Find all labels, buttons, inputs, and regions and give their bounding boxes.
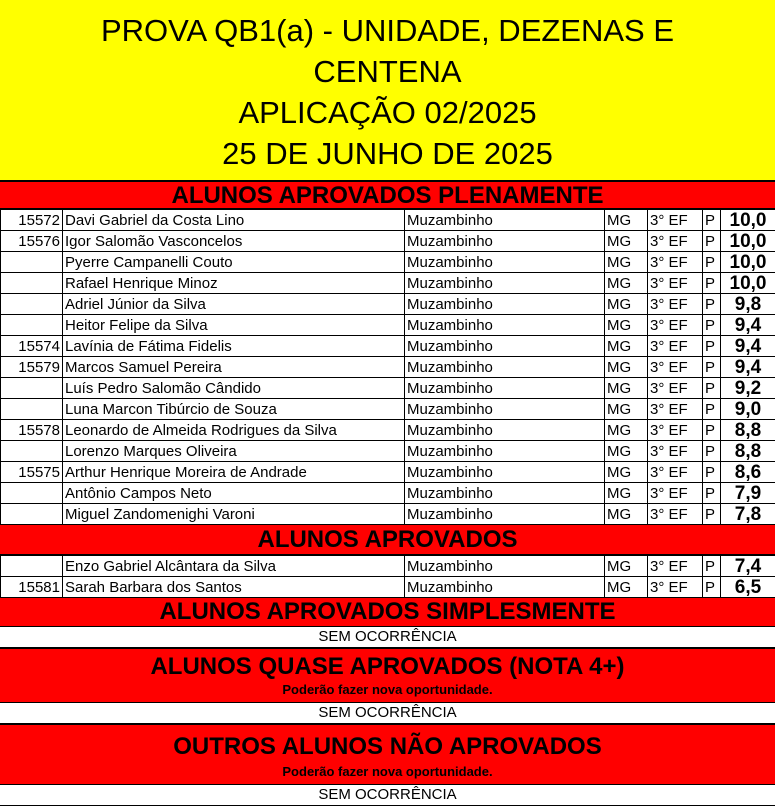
student-score: 8,8: [721, 420, 775, 441]
student-grade-level: 3° EF: [648, 336, 703, 357]
student-state: MG: [605, 357, 648, 378]
student-row: [1, 441, 775, 462]
student-city: Muzambinho: [405, 378, 605, 399]
student-status: P: [703, 483, 721, 504]
student-state: MG: [605, 294, 648, 315]
section-band-aprovados: [0, 524, 775, 555]
section-band-outros: [0, 724, 775, 785]
student-score: 10,0: [721, 252, 775, 273]
student-score: 10,0: [721, 210, 775, 231]
student-score: 9,4: [721, 336, 775, 357]
student-grade-level: 3° EF: [648, 294, 703, 315]
student-id: 15576: [1, 231, 63, 252]
student-score: 8,6: [721, 462, 775, 483]
student-city: Muzambinho: [405, 556, 605, 577]
student-name: Luís Pedro Salomão Cândido: [63, 378, 405, 399]
student-status: P: [703, 441, 721, 462]
section-band-simplesmente: [0, 597, 775, 627]
student-id: [1, 556, 63, 577]
student-grade-level: 3° EF: [648, 504, 703, 525]
student-grade-level: 3° EF: [648, 577, 703, 598]
student-state: MG: [605, 315, 648, 336]
student-name: Lavínia de Fátima Fidelis: [63, 336, 405, 357]
student-name: Pyerre Campanelli Couto: [63, 252, 405, 273]
student-grade-level: 3° EF: [648, 315, 703, 336]
student-state: MG: [605, 420, 648, 441]
student-status: P: [703, 462, 721, 483]
student-id: 15578: [1, 420, 63, 441]
section-title-plenamente: ALUNOS APROVADOS PLENAMENTE: [171, 182, 604, 209]
student-score: 10,0: [721, 231, 775, 252]
no-occurrence-simplesmente: SEM OCORRÊNCIA: [0, 627, 775, 648]
student-status: P: [703, 252, 721, 273]
student-row: [1, 399, 775, 420]
student-score: 9,2: [721, 378, 775, 399]
student-state: MG: [605, 441, 648, 462]
student-row: [1, 294, 775, 315]
student-row: [1, 504, 775, 525]
student-id: [1, 483, 63, 504]
student-state: MG: [605, 462, 648, 483]
student-status: P: [703, 210, 721, 231]
student-city: Muzambinho: [405, 273, 605, 294]
student-state: MG: [605, 336, 648, 357]
exam-application: APLICAÇÃO 02/2025: [238, 95, 537, 130]
no-occurrence-quase: SEM OCORRÊNCIA: [0, 703, 775, 724]
student-grade-level: 3° EF: [648, 231, 703, 252]
student-id: [1, 399, 63, 420]
student-grade-level: 3° EF: [648, 252, 703, 273]
student-status: P: [703, 357, 721, 378]
student-city: Muzambinho: [405, 483, 605, 504]
student-grade-level: 3° EF: [648, 357, 703, 378]
student-row: [1, 483, 775, 504]
student-id: 15572: [1, 210, 63, 231]
student-status: P: [703, 315, 721, 336]
student-row: [1, 315, 775, 336]
student-row: [1, 378, 775, 399]
student-status: P: [703, 556, 721, 577]
student-city: Muzambinho: [405, 462, 605, 483]
student-city: Muzambinho: [405, 357, 605, 378]
student-id: [1, 504, 63, 525]
student-id: 15574: [1, 336, 63, 357]
section-subtitle-quase: Poderão fazer nova oportunidade.: [282, 682, 493, 697]
student-grade-level: 3° EF: [648, 210, 703, 231]
student-status: P: [703, 399, 721, 420]
student-status: P: [703, 273, 721, 294]
student-score: 8,8: [721, 441, 775, 462]
student-score: 9,4: [721, 315, 775, 336]
student-name: Leonardo de Almeida Rodrigues da Silva: [63, 420, 405, 441]
student-name: Miguel Zandomenighi Varoni: [63, 504, 405, 525]
student-city: Muzambinho: [405, 577, 605, 598]
section-subtitle-outros: Poderão fazer nova oportunidade.: [282, 764, 493, 779]
student-score: 9,8: [721, 294, 775, 315]
student-grade-level: 3° EF: [648, 462, 703, 483]
student-grade-level: 3° EF: [648, 273, 703, 294]
exam-title-line-1: PROVA QB1(a) - UNIDADE, DEZENAS E: [100, 13, 675, 48]
student-city: Muzambinho: [405, 336, 605, 357]
student-id: 15579: [1, 357, 63, 378]
section-title-simplesmente: ALUNOS APROVADOS SIMPLESMENTE: [159, 598, 616, 625]
student-city: Muzambinho: [405, 399, 605, 420]
student-id: 15581: [1, 577, 63, 598]
student-row: [1, 273, 775, 294]
student-score: 7,4: [721, 556, 775, 577]
no-occurrence-outros: SEM OCORRÊNCIA: [0, 785, 775, 806]
student-id: [1, 315, 63, 336]
section-title-outros: OUTROS ALUNOS NÃO APROVADOS: [173, 733, 602, 760]
student-city: Muzambinho: [405, 252, 605, 273]
student-grade-level: 3° EF: [648, 399, 703, 420]
student-id: [1, 273, 63, 294]
student-name: Arthur Henrique Moreira de Andrade: [63, 462, 405, 483]
student-score: 7,9: [721, 483, 775, 504]
student-name: Luna Marcon Tibúrcio de Souza: [63, 399, 405, 420]
student-state: MG: [605, 252, 648, 273]
student-score: 9,4: [721, 357, 775, 378]
student-name: Antônio Campos Neto: [63, 483, 405, 504]
student-city: Muzambinho: [405, 210, 605, 231]
student-status: P: [703, 336, 721, 357]
student-name: Sarah Barbara dos Santos: [63, 577, 405, 598]
section-title-aprovados: ALUNOS APROVADOS: [257, 526, 518, 553]
student-name: Rafael Henrique Minoz: [63, 273, 405, 294]
student-name: Lorenzo Marques Oliveira: [63, 441, 405, 462]
student-row: [1, 420, 775, 441]
student-row: [1, 556, 775, 577]
student-name: Adriel Júnior da Silva: [63, 294, 405, 315]
student-city: Muzambinho: [405, 315, 605, 336]
exam-date: 25 DE JUNHO DE 2025: [222, 136, 553, 171]
student-state: MG: [605, 483, 648, 504]
student-state: MG: [605, 577, 648, 598]
student-row: [1, 357, 775, 378]
student-id: 15575: [1, 462, 63, 483]
students-table-aprovados: [0, 555, 775, 598]
student-status: P: [703, 294, 721, 315]
student-name: Marcos Samuel Pereira: [63, 357, 405, 378]
student-status: P: [703, 577, 721, 598]
student-row: [1, 231, 775, 252]
exam-title-line-2: CENTENA: [313, 54, 462, 89]
section-band-quase: [0, 648, 775, 703]
student-name: Heitor Felipe da Silva: [63, 315, 405, 336]
student-score: 7,8: [721, 504, 775, 525]
student-state: MG: [605, 504, 648, 525]
student-state: MG: [605, 273, 648, 294]
student-score: 9,0: [721, 399, 775, 420]
student-row: [1, 462, 775, 483]
student-row: [1, 252, 775, 273]
student-city: Muzambinho: [405, 294, 605, 315]
students-table-plenamente: [0, 209, 775, 525]
student-city: Muzambinho: [405, 504, 605, 525]
section-title-quase: ALUNOS QUASE APROVADOS (NOTA 4+): [150, 653, 625, 680]
student-city: Muzambinho: [405, 420, 605, 441]
student-id: [1, 252, 63, 273]
student-state: MG: [605, 378, 648, 399]
student-grade-level: 3° EF: [648, 556, 703, 577]
student-city: Muzambinho: [405, 231, 605, 252]
student-grade-level: 3° EF: [648, 420, 703, 441]
student-state: MG: [605, 210, 648, 231]
student-state: MG: [605, 399, 648, 420]
student-score: 10,0: [721, 273, 775, 294]
student-status: P: [703, 231, 721, 252]
student-grade-level: 3° EF: [648, 378, 703, 399]
exam-header: [0, 0, 775, 181]
student-city: Muzambinho: [405, 441, 605, 462]
student-name: Igor Salomão Vasconcelos: [63, 231, 405, 252]
student-state: MG: [605, 556, 648, 577]
student-row: [1, 577, 775, 598]
student-status: P: [703, 420, 721, 441]
student-score: 6,5: [721, 577, 775, 598]
student-status: P: [703, 378, 721, 399]
student-name: Enzo Gabriel Alcântara da Silva: [63, 556, 405, 577]
student-id: [1, 441, 63, 462]
student-id: [1, 294, 63, 315]
student-row: [1, 336, 775, 357]
student-id: [1, 378, 63, 399]
student-grade-level: 3° EF: [648, 441, 703, 462]
student-row: [1, 210, 775, 231]
student-state: MG: [605, 231, 648, 252]
section-band-plenamente: [0, 181, 775, 209]
student-name: Davi Gabriel da Costa Lino: [63, 210, 405, 231]
student-grade-level: 3° EF: [648, 483, 703, 504]
student-status: P: [703, 504, 721, 525]
